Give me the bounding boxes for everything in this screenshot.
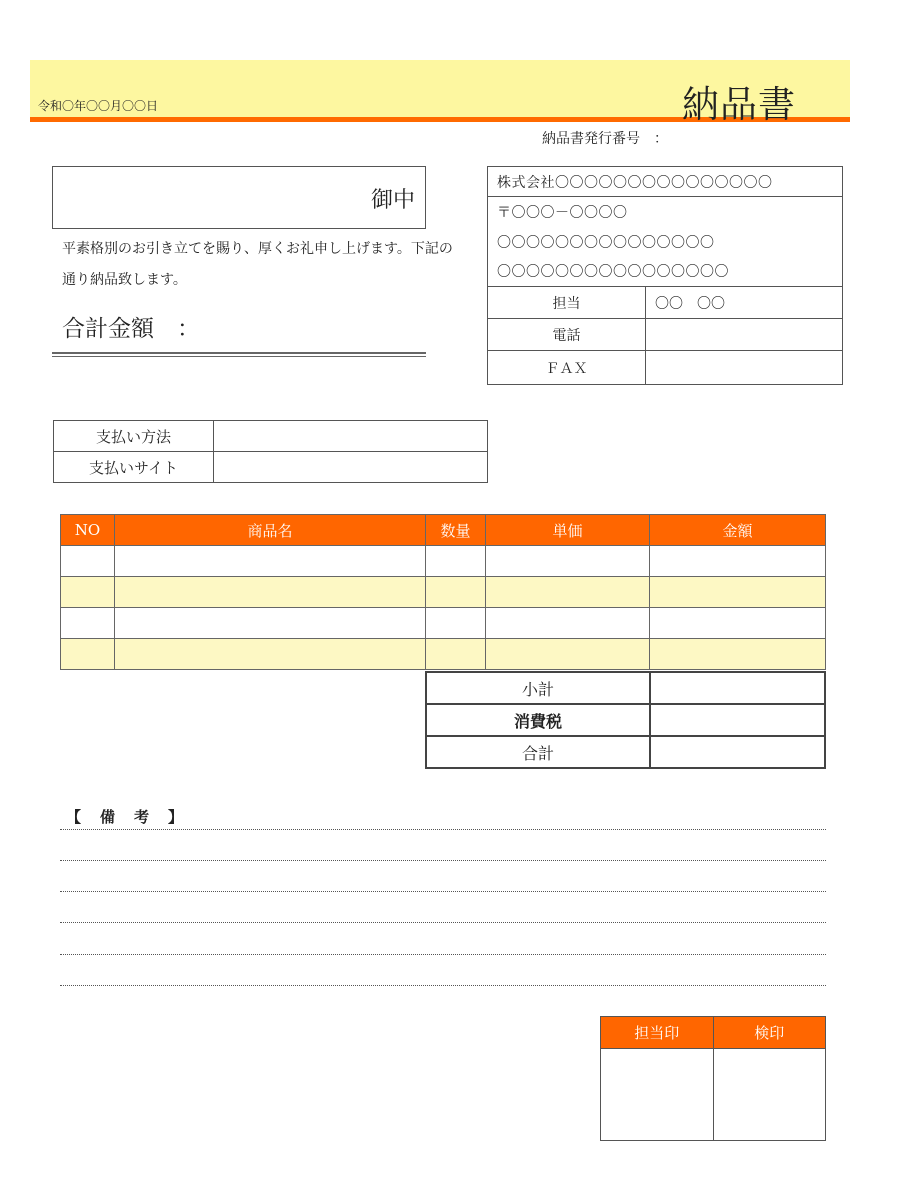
remarks-line[interactable] xyxy=(60,954,826,955)
phone-label: 電話 xyxy=(488,319,646,351)
cell-product-name[interactable] xyxy=(115,639,426,670)
company-address-line-2: 〇〇〇〇〇〇〇〇〇〇〇〇〇〇〇〇 xyxy=(488,257,843,287)
cell-no[interactable] xyxy=(61,577,115,608)
remarks-line[interactable] xyxy=(60,891,826,892)
column-header-product-name: 商品名 xyxy=(115,515,426,546)
items-header-row xyxy=(61,515,826,546)
table-row xyxy=(61,546,826,577)
inspection-stamp-box[interactable] xyxy=(713,1049,826,1141)
total-amount-label: 合計金額 ： xyxy=(62,316,200,342)
company-postal: 〒〇〇〇－〇〇〇〇 xyxy=(488,197,843,227)
remarks-label: 【 備 考 】 xyxy=(66,808,186,826)
cell-quantity[interactable] xyxy=(426,639,486,670)
cell-amount[interactable] xyxy=(650,577,826,608)
cell-quantity[interactable] xyxy=(426,577,486,608)
cell-amount[interactable] xyxy=(650,608,826,639)
totals-table xyxy=(425,671,826,769)
payment-table xyxy=(53,420,488,483)
contact-label: 担当 xyxy=(488,287,646,319)
cell-product-name[interactable] xyxy=(115,546,426,577)
fax-value[interactable] xyxy=(646,351,843,385)
table-row xyxy=(61,639,826,670)
tax-value[interactable] xyxy=(650,704,825,736)
recipient-box[interactable] xyxy=(52,166,426,229)
cell-no[interactable] xyxy=(61,546,115,577)
total-amount-underline xyxy=(52,352,426,357)
stamp-table xyxy=(600,1016,826,1141)
cell-unit-price[interactable] xyxy=(486,608,650,639)
company-name: 株式会社〇〇〇〇〇〇〇〇〇〇〇〇〇〇〇 xyxy=(488,167,843,197)
cell-no[interactable] xyxy=(61,608,115,639)
company-address-line-1: 〇〇〇〇〇〇〇〇〇〇〇〇〇〇〇 xyxy=(488,227,843,257)
remarks-line[interactable] xyxy=(60,860,826,861)
person-stamp-box[interactable] xyxy=(601,1049,714,1141)
cell-unit-price[interactable] xyxy=(486,577,650,608)
person-stamp-label: 担当印 xyxy=(601,1017,714,1049)
inspection-stamp-label: 検印 xyxy=(713,1017,826,1049)
cell-amount[interactable] xyxy=(650,546,826,577)
payment-method-label: 支払い方法 xyxy=(54,421,214,452)
cell-unit-price[interactable] xyxy=(486,546,650,577)
column-header-no: NO xyxy=(61,515,115,546)
issue-number-label: 納品書発行番号 ： xyxy=(542,131,668,147)
grand-total-label: 合計 xyxy=(426,736,650,768)
cell-unit-price[interactable] xyxy=(486,639,650,670)
table-row xyxy=(61,608,826,639)
remarks-line[interactable] xyxy=(60,985,826,986)
cell-product-name[interactable] xyxy=(115,577,426,608)
fax-label: ＦＡＸ xyxy=(488,351,646,385)
payment-method-value[interactable] xyxy=(214,421,488,452)
issue-date: 令和〇年〇〇月〇〇日 xyxy=(38,99,159,113)
items-table xyxy=(60,514,826,670)
column-header-unit-price: 単価 xyxy=(486,515,650,546)
document-title: 納品書 xyxy=(682,83,796,126)
column-header-amount: 金額 xyxy=(650,515,826,546)
cell-quantity[interactable] xyxy=(426,608,486,639)
subtotal-label: 小計 xyxy=(426,672,650,704)
cell-amount[interactable] xyxy=(650,639,826,670)
table-row xyxy=(61,577,826,608)
greeting-text: 平素格別のお引き立てを賜り、厚くお礼申し上げます。下記の通り納品致します。 xyxy=(62,241,453,288)
contact-value[interactable]: 〇〇 〇〇 xyxy=(646,287,843,319)
payment-site-label: 支払いサイト xyxy=(54,452,214,483)
remarks-line[interactable] xyxy=(60,829,826,830)
cell-no[interactable] xyxy=(61,639,115,670)
grand-total-value[interactable] xyxy=(650,736,825,768)
company-info-table xyxy=(487,166,843,385)
cell-product-name[interactable] xyxy=(115,608,426,639)
recipient-honorific: 御中 xyxy=(370,188,415,213)
remarks-line[interactable] xyxy=(60,922,826,923)
subtotal-value[interactable] xyxy=(650,672,825,704)
phone-value[interactable] xyxy=(646,319,843,351)
payment-site-value[interactable] xyxy=(214,452,488,483)
tax-label: 消費税 xyxy=(426,704,650,736)
column-header-quantity: 数量 xyxy=(426,515,486,546)
cell-quantity[interactable] xyxy=(426,546,486,577)
